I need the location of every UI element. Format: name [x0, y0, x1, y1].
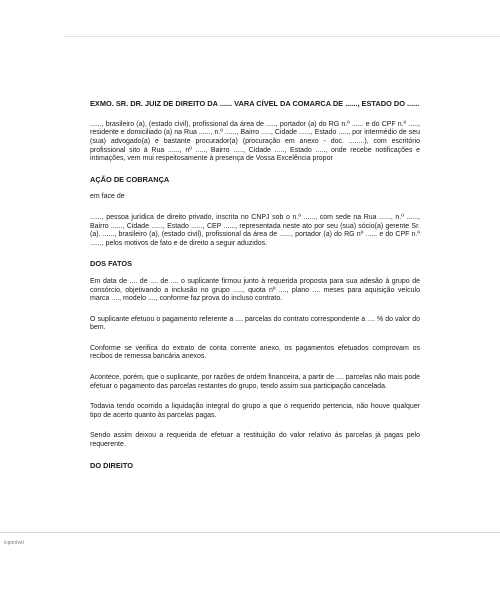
facts-paragraph: Acontece, porém, que o suplicante, por razões de ordem financeira, a partir de .... parcelas não mais pode efetuar o pagamento das parcelas restantes do grupo, tendo assim sua participação cancelada. — [90, 374, 420, 390]
document-page — [90, 100, 420, 479]
footer-divider — [0, 532, 500, 533]
action-title: AÇÃO DE COBRANÇA — [90, 174, 170, 184]
facts-paragraph: O suplicante efetuou o pagamento referente a .... parcelas do contrato correspondente a .... % do valor do bem. — [90, 315, 420, 332]
facts-paragraph: Todavia tendo ocorrido a liquidação integral do grupo a que o requerido pertencia, não houve qualquer tipo de acerto quanto às parcelas pagas. — [90, 403, 420, 419]
facts-paragraph: Sendo assim deixou a requerida de efetuar a restituição do valor relativo às parcelas já pagas pelo requerente. — [90, 432, 420, 449]
facts-paragraph: Conforme se verifica do extrato de conta corrente anexo, os pagamentos efetuados comprovam os recibos de remessa bancária anexos. — [90, 344, 420, 361]
document-heading: EXMO. SR. DR. JUIZ DE DIREITO DA ...... VARA CÍVEL DA COMARCA DE ......, ESTADO DO ...... — [90, 99, 420, 108]
footer-text: icponível — [4, 540, 24, 546]
facts-paragraph: Em data de .... de .... de .... o suplicante firmou junto à requerida proposta para sua adesão à grupo de consórcio, objetivando a inclusão no grupo ....., quota nº ...., plano .... meses para aquisição veículo marca ...., modelo ...., conforme faz prova do incluso contrato. — [90, 277, 420, 303]
law-title: DO DIREITO — [90, 460, 133, 470]
em-face-text: em face de — [90, 193, 125, 201]
top-divider — [64, 36, 500, 37]
facts-title: DOS FATOS — [90, 259, 133, 269]
defendant-paragraph: ......, pessoa jurídica de direito privado, inscrita no CNPJ sob o n.º ......, com sede na Rua ......, n.º ......, Bairro ......, Cidade ......, Estado ......, CEP ......, representada neste ato por seu (sua) sócio(a) gerente Sr. (a). ......, brasileiro (a), (estado civil), profissional da área de ......, portador (a) do RG nº ...... e do CPF n.º ......, pelos motivos de fato e de direito a seguir aduzidos. — [90, 213, 420, 247]
intro-paragraph: ......, brasileiro (a), (estado civil), profissional da área de ....., portador (a) do RG n.º ...... e do CPF n.º ....., residente e domiciliado (a) na Rua ......, n.º ......, Bairro ....., Cidade ......, Estado ....., por intermédio de seu (sua) advogado(a) e bastante procurador(a) (procuração em anexo - doc. ........), com escritório profissional sito à Rua ......, nº ....., Bairro ....., Cidade ....., Estado ....., onde recebe notificações e intimações, vem mui respeitosamente à presença de Vossa Excelência propor — [90, 120, 420, 163]
